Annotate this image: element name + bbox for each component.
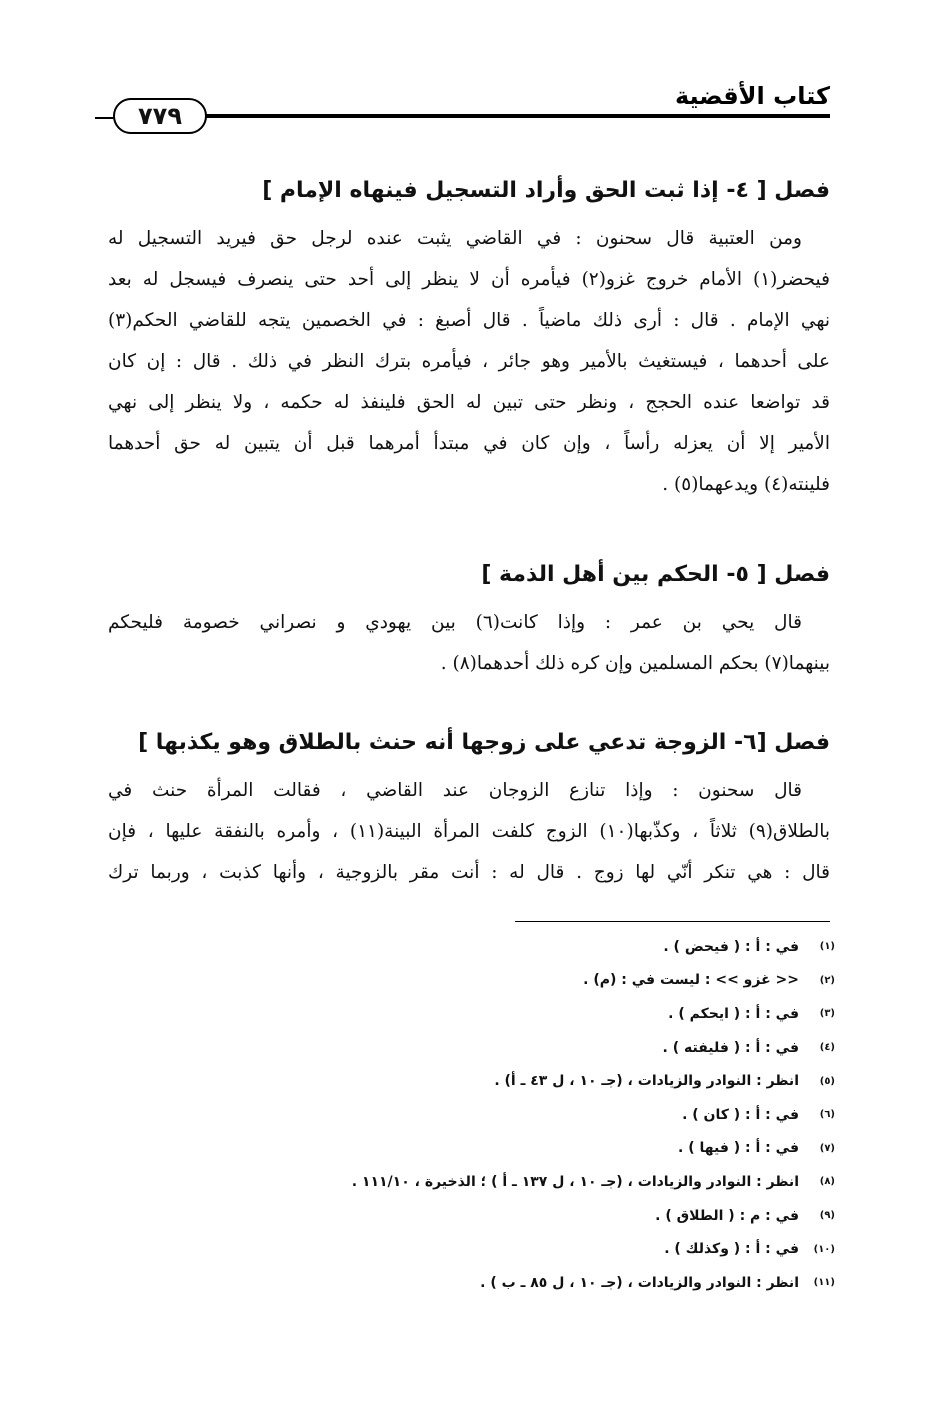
footnote-number: (٨) (819, 1176, 835, 1188)
footnote-number: (١٠) (813, 1243, 835, 1255)
footnote-text: في : أ : ( فيها ) . (678, 1140, 799, 1157)
footnote-text: في : أ : ( وكذلك ) . (664, 1241, 799, 1258)
text-line: فلينته(٤) ويدعهما(٥) . (662, 474, 830, 495)
footnote-text: في : أ : ( فيحض ) . (663, 938, 799, 955)
footnote (195, 1098, 835, 1132)
text-line: بينهما(٧) بحكم المسلمين وإن كره ذلك أحدهما(٨) . (440, 653, 830, 674)
footnote (195, 1199, 835, 1233)
text-line: قال : هي تنكر أنّي لها زوج . قال له : أنت مقر بالزوجية ، وأنها كذبت ، وربما ترك (108, 862, 830, 883)
footnote-text: انظر : النوادر والزيادات ، (جـ ١٠ ، ل ٨٥ ـ ب ) . (480, 1274, 799, 1291)
text-line: ومن العتبية قال سحنون : في القاضي يثبت عنده لرجل حق فيريد التسجيل له (108, 228, 802, 249)
text-line: على أحدهما ، فيستغيث بالأمير وهو جائر ، فيأمره بترك النظر في ذلك . قال : إن كان (108, 351, 830, 372)
section-title-5: فصل [ ٥- الحكم بين أهل الذمة ] (481, 562, 830, 587)
footnote (195, 1132, 835, 1166)
footnote-text: في : أ : ( فليفته ) . (662, 1039, 799, 1056)
book-title: كتاب الأقضية (674, 82, 830, 110)
footnote-text: في : م : ( الطلاق ) . (655, 1207, 799, 1224)
section-body-5 (108, 602, 830, 684)
footnote (195, 1031, 835, 1065)
section-title-4: فصل [ ٤- إذا ثبت الحق وأراد التسجيل فينهاه الإمام ] (262, 178, 830, 203)
footnote-text: انظر : النوادر والزيادات ، (جـ ١٠ ، ل ١٣٧ ـ أ ) ؛ الذخيرة ، ١١١/١٠ . (351, 1173, 799, 1190)
footnote (195, 1165, 835, 1199)
text-line: نهي الإمام . قال : أرى ذلك ماضياً . قال أصبغ : في الخصمين يتجه للقاضي الحكم(٣) (108, 310, 830, 331)
header-rule (185, 114, 830, 118)
footnote-number: (٣) (819, 1008, 835, 1020)
section-body-4 (108, 218, 830, 505)
text-line: بالطلاق(٩) ثلاثاً ، وكذّبها(١٠) الزوج كلفت المرأة البينة(١١) ، وأمره بالنفقة عليها ، فإن (108, 821, 830, 842)
text-line: قال سحنون : وإذا تنازع الزوجان عند القاضي ، فقالت المرأة حنث في (108, 780, 802, 801)
footnote-text: في : أ : ( ايحكم ) . (668, 1005, 799, 1022)
footnote (195, 930, 835, 964)
footnote-number: (١١) (813, 1277, 835, 1289)
page-header (95, 72, 830, 142)
footnote-number: (٤) (819, 1042, 835, 1054)
footnote-number: (٧) (819, 1142, 835, 1154)
footnotes (195, 930, 835, 1300)
footnote (195, 1232, 835, 1266)
text-line: قال يحي بن عمر : وإذا كانت(٦) بين يهودي و نصراني خصومة فليحكم (108, 612, 802, 633)
footnote (195, 964, 835, 998)
footnote (195, 1266, 835, 1300)
footnote (195, 1064, 835, 1098)
footnote-number: (١) (819, 941, 835, 953)
footnote (195, 997, 835, 1031)
footnote-text: انظر : النوادر والزيادات ، (جـ ١٠ ، ل ٤٣ ـ أ) . (494, 1073, 799, 1090)
section-title-6: فصل [٦- الزوجة تدعي على زوجها أنه حنث بالطلاق وهو يكذبها ] (138, 730, 830, 755)
text-line: فيحضر(١) الأمام خروج غزو(٢) فيأمره أن لا ينظر إلى أحد حتى ينصرف فيسجل له بعد (108, 269, 830, 290)
footnote-text: << غزو >> : ليست في : (م) . (583, 972, 799, 989)
text-line: الأمير إلا أن يعزله رأساً ، وإن كان في مبتدأ أمرهما قبل أن يتبين له حق أحدهما (108, 433, 830, 454)
text-line: قد تواضعا عنده الحجج ، ونظر حتى تبين له الحق فلينفذ له حكمه ، ولا ينظر إلى نهي (108, 392, 830, 413)
footnote-number: (٩) (819, 1210, 835, 1222)
page-number: ٧٧٩ (113, 98, 207, 134)
footnote-number: (٦) (819, 1109, 835, 1121)
section-body-6 (108, 770, 830, 893)
footnote-number: (٥) (819, 1075, 835, 1087)
footnote-rule (515, 921, 830, 922)
footnote-text: في : أ : ( كان ) . (682, 1106, 799, 1123)
footnote-number: (٢) (819, 974, 835, 986)
